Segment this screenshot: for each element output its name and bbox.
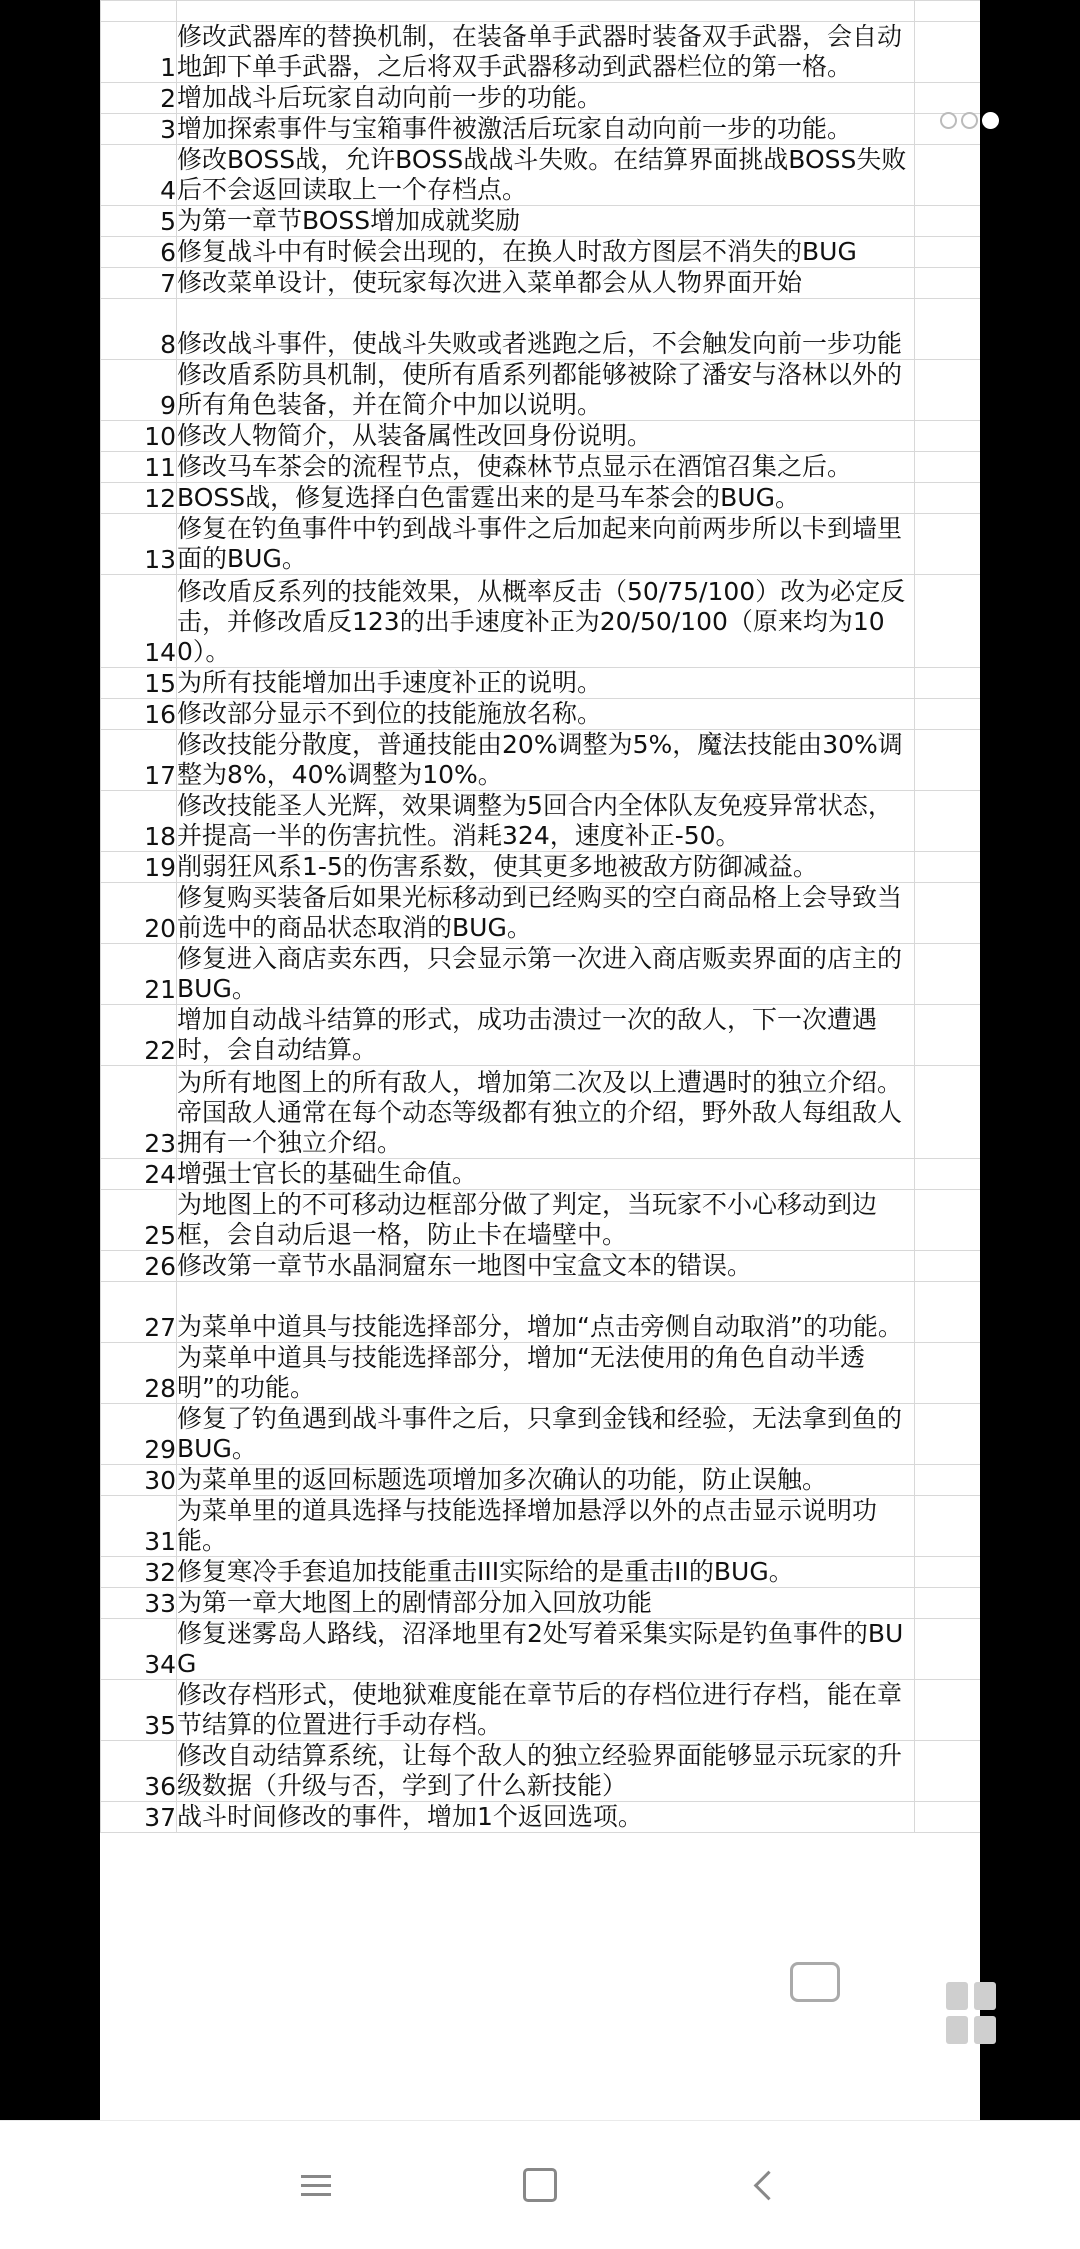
table-row: [101, 83, 981, 114]
empty-cell[interactable]: [915, 1557, 981, 1588]
menu-icon[interactable]: [276, 2145, 356, 2225]
row-number-cell[interactable]: 10: [101, 421, 177, 452]
table-row: [101, 1190, 981, 1251]
changelog-text-cell[interactable]: 修改技能圣人光辉，效果调整为5回合内全体队友免疫异常状态，并提高一半的伤害抗性。消耗324，速度补正-50。: [177, 791, 915, 852]
empty-cell[interactable]: [915, 452, 981, 483]
table-row: [101, 852, 981, 883]
row-number-cell[interactable]: 1: [101, 22, 177, 83]
row-number-cell[interactable]: 6: [101, 237, 177, 268]
empty-cell[interactable]: [915, 791, 981, 852]
table-row: [101, 1680, 981, 1741]
table-row: [101, 1741, 981, 1802]
table-row: [101, 1496, 981, 1557]
row-number-cell[interactable]: 24: [101, 1159, 177, 1190]
row-number-cell[interactable]: 25: [101, 1190, 177, 1251]
changelog-text-cell[interactable]: 修改武器库的替换机制，在装备单手武器时装备双手武器，会自动地卸下单手武器，之后将双手武器移动到武器栏位的第一格。: [177, 22, 915, 83]
table-row: [101, 883, 981, 944]
changelog-text-cell[interactable]: 修改盾系防具机制，使所有盾系列都能够被除了潘安与洛林以外的所有角色装备，并在简介中加以说明。: [177, 360, 915, 421]
table-row: [101, 575, 981, 668]
empty-cell[interactable]: [915, 1496, 981, 1557]
table-row: [101, 237, 981, 268]
empty-cell[interactable]: [915, 1588, 981, 1619]
empty-cell[interactable]: [915, 1619, 981, 1680]
header-cell[interactable]: [177, 1, 915, 22]
table-row: [101, 483, 981, 514]
empty-cell[interactable]: [915, 514, 981, 575]
empty-cell[interactable]: [915, 299, 981, 360]
empty-cell[interactable]: [915, 944, 981, 1005]
table-row: [101, 699, 981, 730]
row-number-cell[interactable]: 2: [101, 83, 177, 114]
table-row: [101, 360, 981, 421]
changelog-text-cell[interactable]: 修改技能分散度，普通技能由20%调整为5%，魔法技能由30%调整为8%，40%调整为10%。: [177, 730, 915, 791]
table-row: [101, 791, 981, 852]
row-number-cell[interactable]: 15: [101, 668, 177, 699]
empty-cell[interactable]: [915, 1465, 981, 1496]
grid-view-icon[interactable]: [946, 1982, 996, 2044]
back-chevron-icon[interactable]: [724, 2145, 804, 2225]
row-number-cell[interactable]: 12: [101, 483, 177, 514]
changelog-text-cell[interactable]: 增加战斗后玩家自动向前一步的功能。: [177, 83, 915, 114]
changelog-text-cell[interactable]: 修改存档形式，使地狱难度能在章节后的存档位进行存档，能在章节结算的位置进行手动存档。: [177, 1680, 915, 1741]
changelog-text-cell[interactable]: 修改菜单设计，使玩家每次进入菜单都会从人物界面开始: [177, 268, 915, 299]
changelog-text-cell[interactable]: BOSS战，修复选择白色雷霆出来的是马车茶会的BUG。: [177, 483, 915, 514]
changelog-text-cell[interactable]: 削弱狂风系1-5的伤害系数，使其更多地被敌方防御减益。: [177, 852, 915, 883]
changelog-text-cell[interactable]: 修复购买装备后如果光标移动到已经购买的空白商品格上会导致当前选中的商品状态取消的BUG。: [177, 883, 915, 944]
empty-cell[interactable]: [915, 1404, 981, 1465]
changelog-text-cell[interactable]: 修改马车茶会的流程节点，使森林节点显示在酒馆召集之后。: [177, 452, 915, 483]
header-cell[interactable]: [101, 1, 177, 22]
table-row: [101, 1159, 981, 1190]
table-row: [101, 668, 981, 699]
changelog-text-cell[interactable]: 为第一章大地图上的剧情部分加入回放功能: [177, 1588, 915, 1619]
header-cell[interactable]: [915, 1, 981, 22]
empty-cell[interactable]: [915, 1343, 981, 1404]
empty-cell[interactable]: [915, 206, 981, 237]
empty-cell[interactable]: [915, 22, 981, 83]
changelog-text-cell[interactable]: 修复了钓鱼遇到战斗事件之后，只拿到金钱和经验，无法拿到鱼的BUG。: [177, 1404, 915, 1465]
row-number-cell[interactable]: 20: [101, 883, 177, 944]
changelog-text-cell[interactable]: 修复在钓鱼事件中钓到战斗事件之后加起来向前两步所以卡到墙里面的BUG。: [177, 514, 915, 575]
row-number-cell[interactable]: 7: [101, 268, 177, 299]
changelog-text-cell[interactable]: 修复进入商店卖东西，只会显示第一次进入商店贩卖界面的店主的BUG。: [177, 944, 915, 1005]
table-row: [101, 1251, 981, 1282]
table-row: [101, 452, 981, 483]
row-number-cell[interactable]: 17: [101, 730, 177, 791]
row-number-cell[interactable]: 8: [101, 299, 177, 360]
row-number-cell[interactable]: 30: [101, 1465, 177, 1496]
table-row: [101, 1557, 981, 1588]
table-row: [101, 730, 981, 791]
table-row: [101, 1588, 981, 1619]
row-number-cell[interactable]: 29: [101, 1404, 177, 1465]
spreadsheet: [100, 0, 980, 2120]
row-number-cell[interactable]: 22: [101, 1005, 177, 1066]
empty-cell[interactable]: [915, 421, 981, 452]
row-number-cell[interactable]: 31: [101, 1496, 177, 1557]
row-number-cell[interactable]: 18: [101, 791, 177, 852]
row-number-cell[interactable]: 33: [101, 1588, 177, 1619]
row-number-cell[interactable]: 32: [101, 1557, 177, 1588]
home-square-icon[interactable]: [500, 2145, 580, 2225]
row-number-cell[interactable]: 19: [101, 852, 177, 883]
empty-cell[interactable]: [915, 1251, 981, 1282]
table-row: [101, 1465, 981, 1496]
row-number-cell[interactable]: 34: [101, 1619, 177, 1680]
row-number-cell[interactable]: 4: [101, 145, 177, 206]
changelog-text-cell[interactable]: 修复寒冷手套追加技能重击III实际给的是重击II的BUG。: [177, 1557, 915, 1588]
empty-cell[interactable]: [915, 1066, 981, 1159]
table-header-row: [101, 1, 981, 22]
changelog-table: [100, 0, 980, 1833]
empty-cell[interactable]: [915, 1159, 981, 1190]
empty-cell[interactable]: [915, 83, 981, 114]
row-number-cell[interactable]: 23: [101, 1066, 177, 1159]
empty-cell[interactable]: [915, 1741, 981, 1802]
table-row: [101, 268, 981, 299]
changelog-text-cell[interactable]: 为所有地图上的所有敌人，增加第二次及以上遭遇时的独立介绍。帝国敌人通常在每个动态等级都有独立的介绍，野外敌人每组敌人拥有一个独立介绍。: [177, 1066, 915, 1159]
table-row: [101, 206, 981, 237]
changelog-text-cell[interactable]: 为菜单中道具与技能选择部分，增加“点击旁侧自动取消”的功能。: [177, 1282, 915, 1343]
empty-cell[interactable]: [915, 360, 981, 421]
table-row: [101, 1282, 981, 1343]
row-number-cell[interactable]: 16: [101, 699, 177, 730]
changelog-text-cell[interactable]: 修改第一章节水晶洞窟东一地图中宝盒文本的错误。: [177, 1251, 915, 1282]
changelog-text-cell[interactable]: 增加自动战斗结算的形式，成功击溃过一次的敌人，下一次遭遇时，会自动结算。: [177, 1005, 915, 1066]
row-number-cell[interactable]: 5: [101, 206, 177, 237]
row-number-cell[interactable]: 9: [101, 360, 177, 421]
changelog-text-cell[interactable]: 修复战斗中有时候会出现的，在换人时敌方图层不消失的BUG: [177, 237, 915, 268]
empty-cell[interactable]: [915, 268, 981, 299]
empty-cell[interactable]: [915, 883, 981, 944]
changelog-text-cell[interactable]: 战斗时间修改的事件，增加1个返回选项。: [177, 1802, 915, 1833]
empty-cell[interactable]: [915, 668, 981, 699]
row-number-cell[interactable]: 11: [101, 452, 177, 483]
empty-cell[interactable]: [915, 1680, 981, 1741]
row-number-cell[interactable]: 3: [101, 114, 177, 145]
row-number-cell[interactable]: 37: [101, 1802, 177, 1833]
empty-cell[interactable]: [915, 1802, 981, 1833]
row-number-cell[interactable]: 14: [101, 575, 177, 668]
table-row: [101, 145, 981, 206]
empty-cell[interactable]: [915, 483, 981, 514]
table-row: [101, 1802, 981, 1833]
empty-cell[interactable]: [915, 575, 981, 668]
table-row: [101, 1066, 981, 1159]
row-number-cell[interactable]: 36: [101, 1741, 177, 1802]
changelog-text-cell[interactable]: 为所有技能增加出手速度补正的说明。: [177, 668, 915, 699]
row-number-cell[interactable]: 13: [101, 514, 177, 575]
share-icon[interactable]: [790, 1962, 840, 2002]
empty-cell[interactable]: [915, 1190, 981, 1251]
empty-cell[interactable]: [915, 699, 981, 730]
system-navigation-bar: [0, 2120, 1080, 2249]
changelog-text-cell[interactable]: 为菜单里的返回标题选项增加多次确认的功能，防止误触。: [177, 1465, 915, 1496]
table-row: [101, 114, 981, 145]
table-row: [101, 514, 981, 575]
empty-cell[interactable]: [915, 1282, 981, 1343]
changelog-text-cell[interactable]: 为菜单里的道具选择与技能选择增加悬浮以外的点击显示说明功能。: [177, 1496, 915, 1557]
changelog-text-cell[interactable]: 增强士官长的基础生命值。: [177, 1159, 915, 1190]
changelog-text-cell[interactable]: 修改盾反系列的技能效果，从概率反击（50/75/100）改为必定反击，并修改盾反123的出手速度补正为20/50/100（原来均为100）。: [177, 575, 915, 668]
changelog-text-cell[interactable]: 增加探索事件与宝箱事件被激活后玩家自动向前一步的功能。: [177, 114, 915, 145]
changelog-text-cell[interactable]: 修改战斗事件，使战斗失败或者逃跑之后，不会触发向前一步功能: [177, 299, 915, 360]
changelog-text-cell[interactable]: 修改人物简介，从装备属性改回身份说明。: [177, 421, 915, 452]
empty-cell[interactable]: [915, 1005, 981, 1066]
changelog-text-cell[interactable]: 修复迷雾岛人路线，沼泽地里有2处写着采集实际是钓鱼事件的BUG: [177, 1619, 915, 1680]
table-row: [101, 1619, 981, 1680]
empty-cell[interactable]: [915, 145, 981, 206]
row-number-cell[interactable]: 35: [101, 1680, 177, 1741]
table-row: [101, 421, 981, 452]
changelog-text-cell[interactable]: 修改BOSS战，允许BOSS战战斗失败。在结算界面挑战BOSS失败后不会返回读取上一个存档点。: [177, 145, 915, 206]
row-number-cell[interactable]: 26: [101, 1251, 177, 1282]
empty-cell[interactable]: [915, 237, 981, 268]
row-number-cell[interactable]: 28: [101, 1343, 177, 1404]
empty-cell[interactable]: [915, 730, 981, 791]
table-row: [101, 1005, 981, 1066]
table-row: [101, 1404, 981, 1465]
table-row: [101, 22, 981, 83]
more-options-icon[interactable]: [940, 112, 999, 129]
changelog-text-cell[interactable]: 为第一章节BOSS增加成就奖励: [177, 206, 915, 237]
row-number-cell[interactable]: 21: [101, 944, 177, 1005]
changelog-text-cell[interactable]: 为地图上的不可移动边框部分做了判定，当玩家不小心移动到边框，会自动后退一格，防止卡在墙壁中。: [177, 1190, 915, 1251]
changelog-text-cell[interactable]: 修改部分显示不到位的技能施放名称。: [177, 699, 915, 730]
empty-cell[interactable]: [915, 852, 981, 883]
changelog-text-cell[interactable]: 修改自动结算系统，让每个敌人的独立经验界面能够显示玩家的升级数据（升级与否，学到了什么新技能）: [177, 1741, 915, 1802]
table-row: [101, 299, 981, 360]
table-row: [101, 1343, 981, 1404]
changelog-text-cell[interactable]: 为菜单中道具与技能选择部分，增加“无法使用的角色自动半透明”的功能。: [177, 1343, 915, 1404]
row-number-cell[interactable]: 27: [101, 1282, 177, 1343]
table-row: [101, 944, 981, 1005]
